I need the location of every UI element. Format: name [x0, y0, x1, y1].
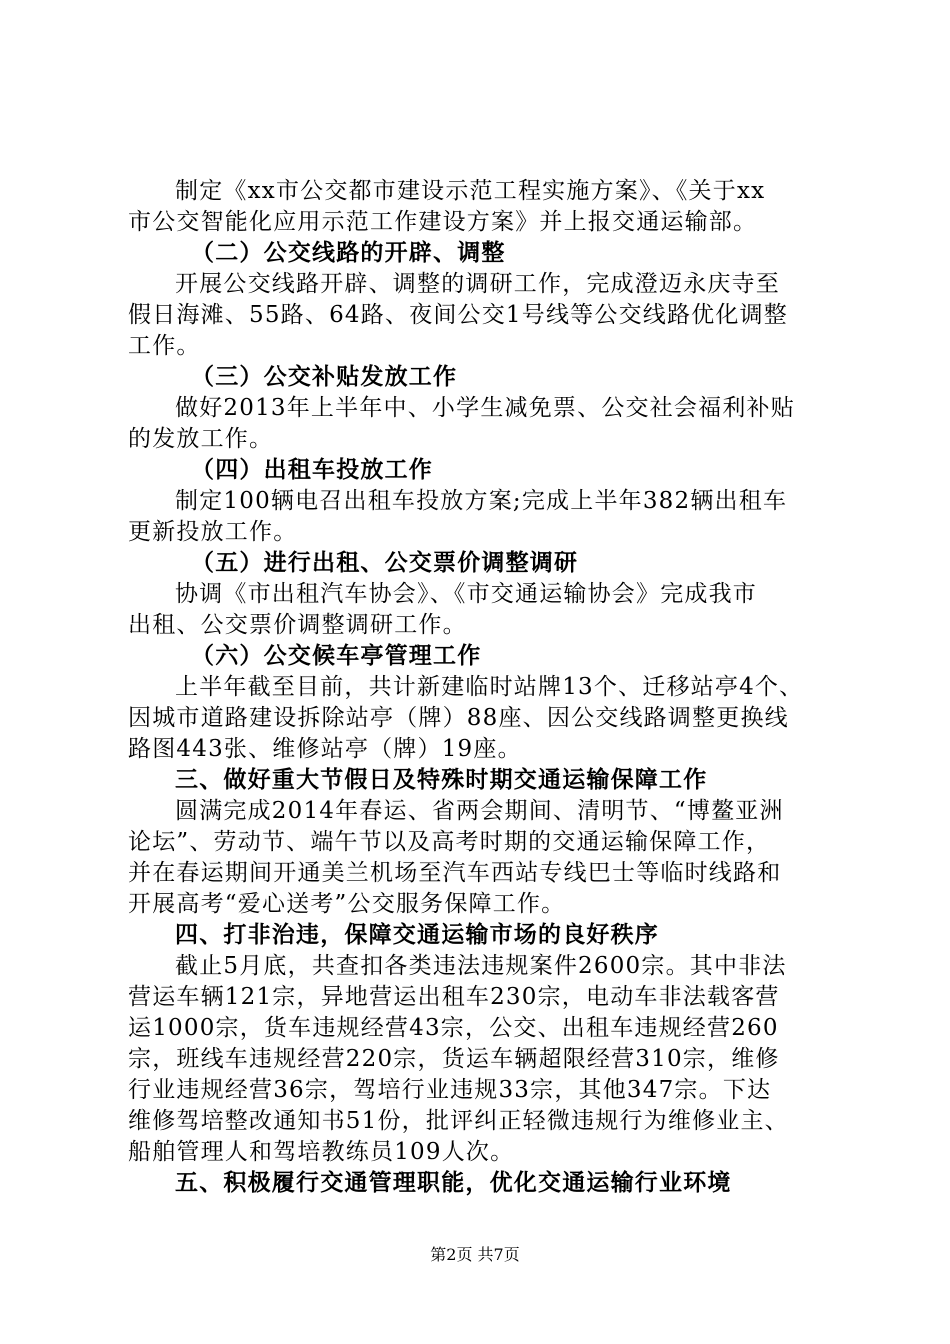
- heading-line: （六）公交候车亭管理工作: [191, 643, 482, 669]
- text-line: 做好2013年上半年中、小学生减免票、公交社会福利补贴: [175, 395, 795, 421]
- heading-line: （二）公交线路的开辟、调整: [191, 240, 506, 266]
- text-line: 开展高考“爱心送考”公交服务保障工作。: [128, 891, 566, 917]
- section-heading: [128, 238, 833, 269]
- text-line: 截止5月底，共查扣各类违法违规案件2600宗。其中非法: [175, 953, 787, 979]
- paragraph: [128, 796, 833, 920]
- text-line: 路图443张、维修站亭（牌）19座。: [128, 736, 522, 762]
- section-heading: [128, 1168, 833, 1199]
- heading-line: （五）进行出租、公交票价调整调研: [191, 550, 579, 576]
- paragraph: [128, 579, 833, 641]
- text-line: 市公交智能化应用示范工作建设方案》并上报交通运输部。: [128, 209, 758, 235]
- text-line: 上半年截至目前，共计新建临时站牌13个、迁移站亭4个、: [175, 674, 804, 700]
- section-heading: [128, 548, 833, 579]
- text-line: 宗，班线车违规经营220宗，货运车辆超限经营310宗，维修: [128, 1046, 780, 1072]
- heading-line: 三、做好重大节假日及特殊时期交通运输保障工作: [175, 767, 708, 793]
- text-line: 更新投放工作。: [128, 519, 298, 545]
- text-line: 工作。: [128, 333, 201, 359]
- page-footer: 第2页 共7页: [430, 1245, 520, 1264]
- paragraph: [128, 176, 833, 238]
- heading-line: 五、积极履行交通管理职能，优化交通运输行业环境: [175, 1170, 732, 1196]
- heading-line: （四）出租车投放工作: [191, 457, 433, 483]
- text-line: 行业违规经营36宗，驾培行业违规33宗，其他347宗。下达: [128, 1077, 772, 1103]
- paragraph: [128, 951, 833, 1168]
- section-heading: [128, 455, 833, 486]
- paragraph: [128, 672, 833, 765]
- document-body: [128, 176, 833, 1199]
- text-line: 开展公交线路开辟、调整的调研工作，完成澄迈永庆寺至: [175, 271, 780, 297]
- paragraph: [128, 269, 833, 362]
- text-line: 圆满完成2014年春运、省两会期间、清明节、“博鳌亚洲: [175, 798, 784, 824]
- text-line: 制定《xx市公交都市建设示范工程实施方案》、《关于xx: [175, 178, 766, 204]
- heading-line: （三）公交补贴发放工作: [191, 364, 458, 390]
- paragraph: [128, 393, 833, 455]
- section-heading: [128, 362, 833, 393]
- section-heading: [128, 920, 833, 951]
- text-line: 论坛”、劳动节、端午节以及高考时期的交通运输保障工作，: [128, 829, 771, 855]
- text-line: 的发放工作。: [128, 426, 274, 452]
- text-line: 并在春运期间开通美兰机场至汽车西站专线巴士等临时线路和: [128, 860, 782, 886]
- text-line: 协调《市出租汽车协会》、《市交通运输协会》完成我市: [175, 581, 757, 607]
- text-line: 出租、公交票价调整调研工作。: [128, 612, 467, 638]
- section-heading: [128, 765, 833, 796]
- text-line: 船舶管理人和驾培教练员109人次。: [128, 1139, 515, 1165]
- text-line: 运1000宗，货车违规经营43宗，公交、出租车违规经营260: [128, 1015, 779, 1041]
- text-line: 制定100辆电召出租车投放方案;完成上半年382辆出租车: [175, 488, 788, 514]
- text-line: 假日海滩、55路、64路、夜间公交1号线等公交线路优化调整: [128, 302, 788, 328]
- paragraph: [128, 486, 833, 548]
- text-line: 因城市道路建设拆除站亭（牌）88座、因公交线路调整更换线: [128, 705, 789, 731]
- section-heading: [128, 641, 833, 672]
- text-line: 营运车辆121宗，异地营运出租车230宗，电动车非法载客营: [128, 984, 780, 1010]
- heading-line: 四、打非治违，保障交通运输市场的良好秩序: [175, 922, 659, 948]
- text-line: 维修驾培整改通知书51份，批评纠正轻微违规行为维修业主、: [128, 1108, 789, 1134]
